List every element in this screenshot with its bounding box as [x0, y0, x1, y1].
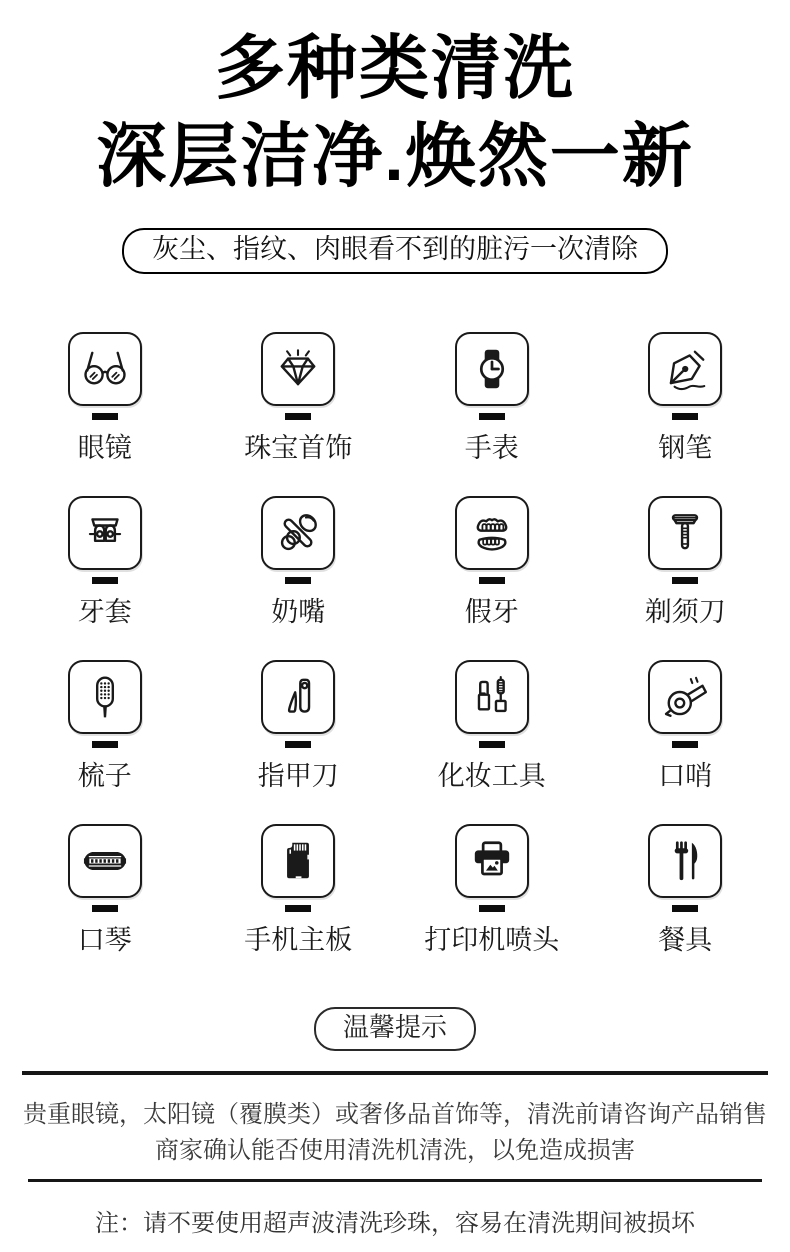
- nail-clipper-icon: [261, 660, 335, 734]
- razor-icon: [648, 496, 722, 570]
- item-cell-phone-motherboard: [202, 824, 396, 988]
- underline-dash: [285, 413, 311, 420]
- underline-dash: [92, 905, 118, 912]
- divider-top: [22, 1071, 768, 1075]
- harmonica-icon: [68, 824, 142, 898]
- underline-dash: [672, 905, 698, 912]
- underline-dash: [285, 577, 311, 584]
- underline-dash: [92, 413, 118, 420]
- watch-icon: [455, 332, 529, 406]
- item-cell-tableware: [589, 824, 783, 988]
- notice-paragraph-line2: 商家确认能否使用清洗机清洗，以免造成损害: [155, 1137, 635, 1164]
- page-title-line1: 多种类清洗: [215, 29, 575, 107]
- printer-head-icon: [455, 824, 529, 898]
- phone-motherboard-icon: [261, 824, 335, 898]
- item-cell-watch: [395, 332, 589, 496]
- item-label: 指甲刀: [257, 761, 339, 791]
- tips-badge: 温馨提示: [314, 1007, 476, 1051]
- underline-dash: [285, 741, 311, 748]
- comb-icon: [68, 660, 142, 734]
- item-label: 口琴: [77, 925, 132, 955]
- fountain-pen-icon: [648, 332, 722, 406]
- item-cell-razor: [589, 496, 783, 660]
- underline-dash: [92, 577, 118, 584]
- underline-dash: [285, 905, 311, 912]
- item-cell-dentures: [395, 496, 589, 660]
- braces-icon: [68, 496, 142, 570]
- notice-paragraph: [0, 1097, 790, 1169]
- item-label: 餐具: [658, 925, 713, 955]
- item-label: 奶嘴: [271, 597, 326, 627]
- underline-dash: [479, 577, 505, 584]
- item-cell-harmonica: [8, 824, 202, 988]
- makeup-tools-icon: [455, 660, 529, 734]
- items-grid: [8, 332, 782, 988]
- tableware-icon: [648, 824, 722, 898]
- item-cell-comb: [8, 660, 202, 824]
- item-cell-braces: [8, 496, 202, 660]
- item-cell-makeup-tools: [395, 660, 589, 824]
- underline-dash: [672, 741, 698, 748]
- dentures-icon: [455, 496, 529, 570]
- underline-dash: [479, 905, 505, 912]
- notice-paragraph-line1: 贵重眼镜，太阳镜（覆膜类）或奢侈品首饰等，清洗前请咨询产品销售: [23, 1101, 767, 1128]
- item-label: 手机主板: [244, 925, 353, 955]
- item-cell-whistle: [589, 660, 783, 824]
- item-label: 剃须刀: [644, 597, 726, 627]
- item-cell-jewelry-diamond: [202, 332, 396, 496]
- item-label: 口哨: [658, 761, 713, 791]
- item-cell-nail-clipper: [202, 660, 396, 824]
- item-label: 钢笔: [658, 433, 713, 463]
- pearl-note: 注：请不要使用超声波清洗珍珠，容易在清洗期间被损坏: [95, 1210, 695, 1237]
- item-label: 眼镜: [77, 433, 132, 463]
- item-label: 梳子: [77, 761, 132, 791]
- jewelry-diamond-icon: [261, 332, 335, 406]
- item-label: 化妆工具: [437, 761, 546, 791]
- divider-bottom: [28, 1179, 762, 1182]
- item-cell-printer-head: [395, 824, 589, 988]
- item-cell-glasses: [8, 332, 202, 496]
- underline-dash: [672, 577, 698, 584]
- item-cell-pacifier: [202, 496, 396, 660]
- item-cell-fountain-pen: [589, 332, 783, 496]
- underline-dash: [479, 413, 505, 420]
- item-label: 珠宝首饰: [244, 433, 353, 463]
- whistle-icon: [648, 660, 722, 734]
- glasses-icon: [68, 332, 142, 406]
- item-label: 打印机喷头: [424, 925, 560, 955]
- underline-dash: [479, 741, 505, 748]
- underline-dash: [672, 413, 698, 420]
- pacifier-icon: [261, 496, 335, 570]
- item-label: 假牙: [464, 597, 519, 627]
- item-label: 手表: [464, 433, 519, 463]
- item-label: 牙套: [77, 597, 132, 627]
- underline-dash: [92, 741, 118, 748]
- tagline-pill: 灰尘、指纹、肉眼看不到的脏污一次清除: [122, 228, 668, 274]
- page-title-line2: 深层洁净.焕然一新: [96, 117, 694, 195]
